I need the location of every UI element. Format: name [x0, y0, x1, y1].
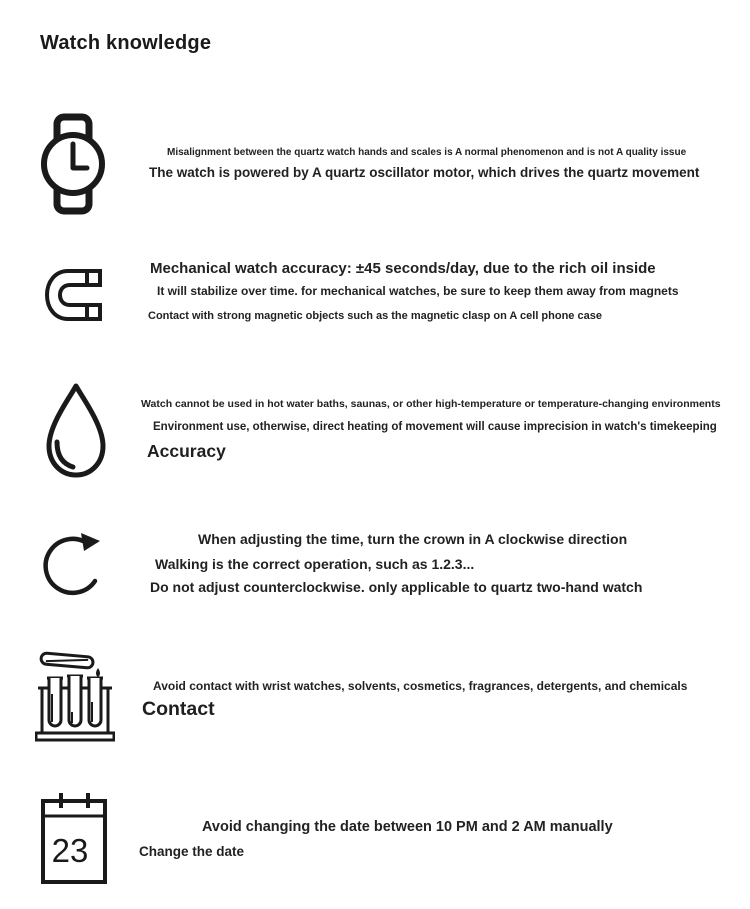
wristwatch-icon	[40, 112, 106, 216]
section-chemical-contact	[0, 648, 750, 746]
section-date-change	[0, 788, 750, 898]
calendar-day-number: 23	[51, 832, 89, 869]
section-crown-adjustment	[0, 525, 750, 610]
test-tubes-icon	[35, 650, 115, 742]
crown-line2-text: Walking is the correct operation, such as 1.2.3...	[155, 556, 475, 572]
quartz-main-text: The watch is powered by A quartz oscillator motor, which drives the quartz movement	[149, 165, 700, 180]
chemical-note-text: Avoid contact with wrist watches, solvents, cosmetics, fragrances, detergents, and chemicals	[153, 679, 688, 693]
crown-line1-text: When adjusting the time, turn the crown in A clockwise direction	[198, 531, 628, 547]
magnet-note-text: Contact with strong magnetic objects such as the magnetic clasp on A cell phone case	[148, 310, 602, 322]
clockwise-arrow-icon	[40, 528, 108, 600]
section-temperature	[0, 380, 750, 480]
crown-line3-text: Do not adjust counterclockwise. only applicable to quartz two-hand watch	[150, 579, 643, 595]
temperature-sub-text: Environment use, otherwise, direct heating of movement will cause imprecision in watch's timekeeping	[153, 421, 717, 433]
contact-heading: Contact	[142, 698, 215, 720]
water-drop-icon	[42, 383, 110, 478]
quartz-note-text: Misalignment between the quartz watch hands and scales is A normal phenomenon and is not A quality issue	[167, 147, 687, 158]
accuracy-heading: Accuracy	[147, 441, 226, 461]
calendar-icon	[40, 791, 110, 885]
magnet-sub-text: It will stabilize over time. for mechanical watches, be sure to keep them away from magnets	[157, 284, 679, 298]
date-note-text: Avoid changing the date between 10 PM and 2 AM manually	[202, 819, 613, 835]
change-date-text: Change the date	[139, 844, 245, 859]
temperature-note-text: Watch cannot be used in hot water baths, saunas, or other high-temperature or temperature-changing environments	[141, 398, 721, 410]
page-title: Watch knowledge	[40, 32, 212, 54]
magnet-icon	[42, 266, 104, 324]
section-magnetism	[0, 258, 750, 348]
magnet-headline-text: Mechanical watch accuracy: ±45 seconds/day, due to the rich oil inside	[150, 260, 656, 277]
section-quartz-movement	[0, 110, 750, 225]
